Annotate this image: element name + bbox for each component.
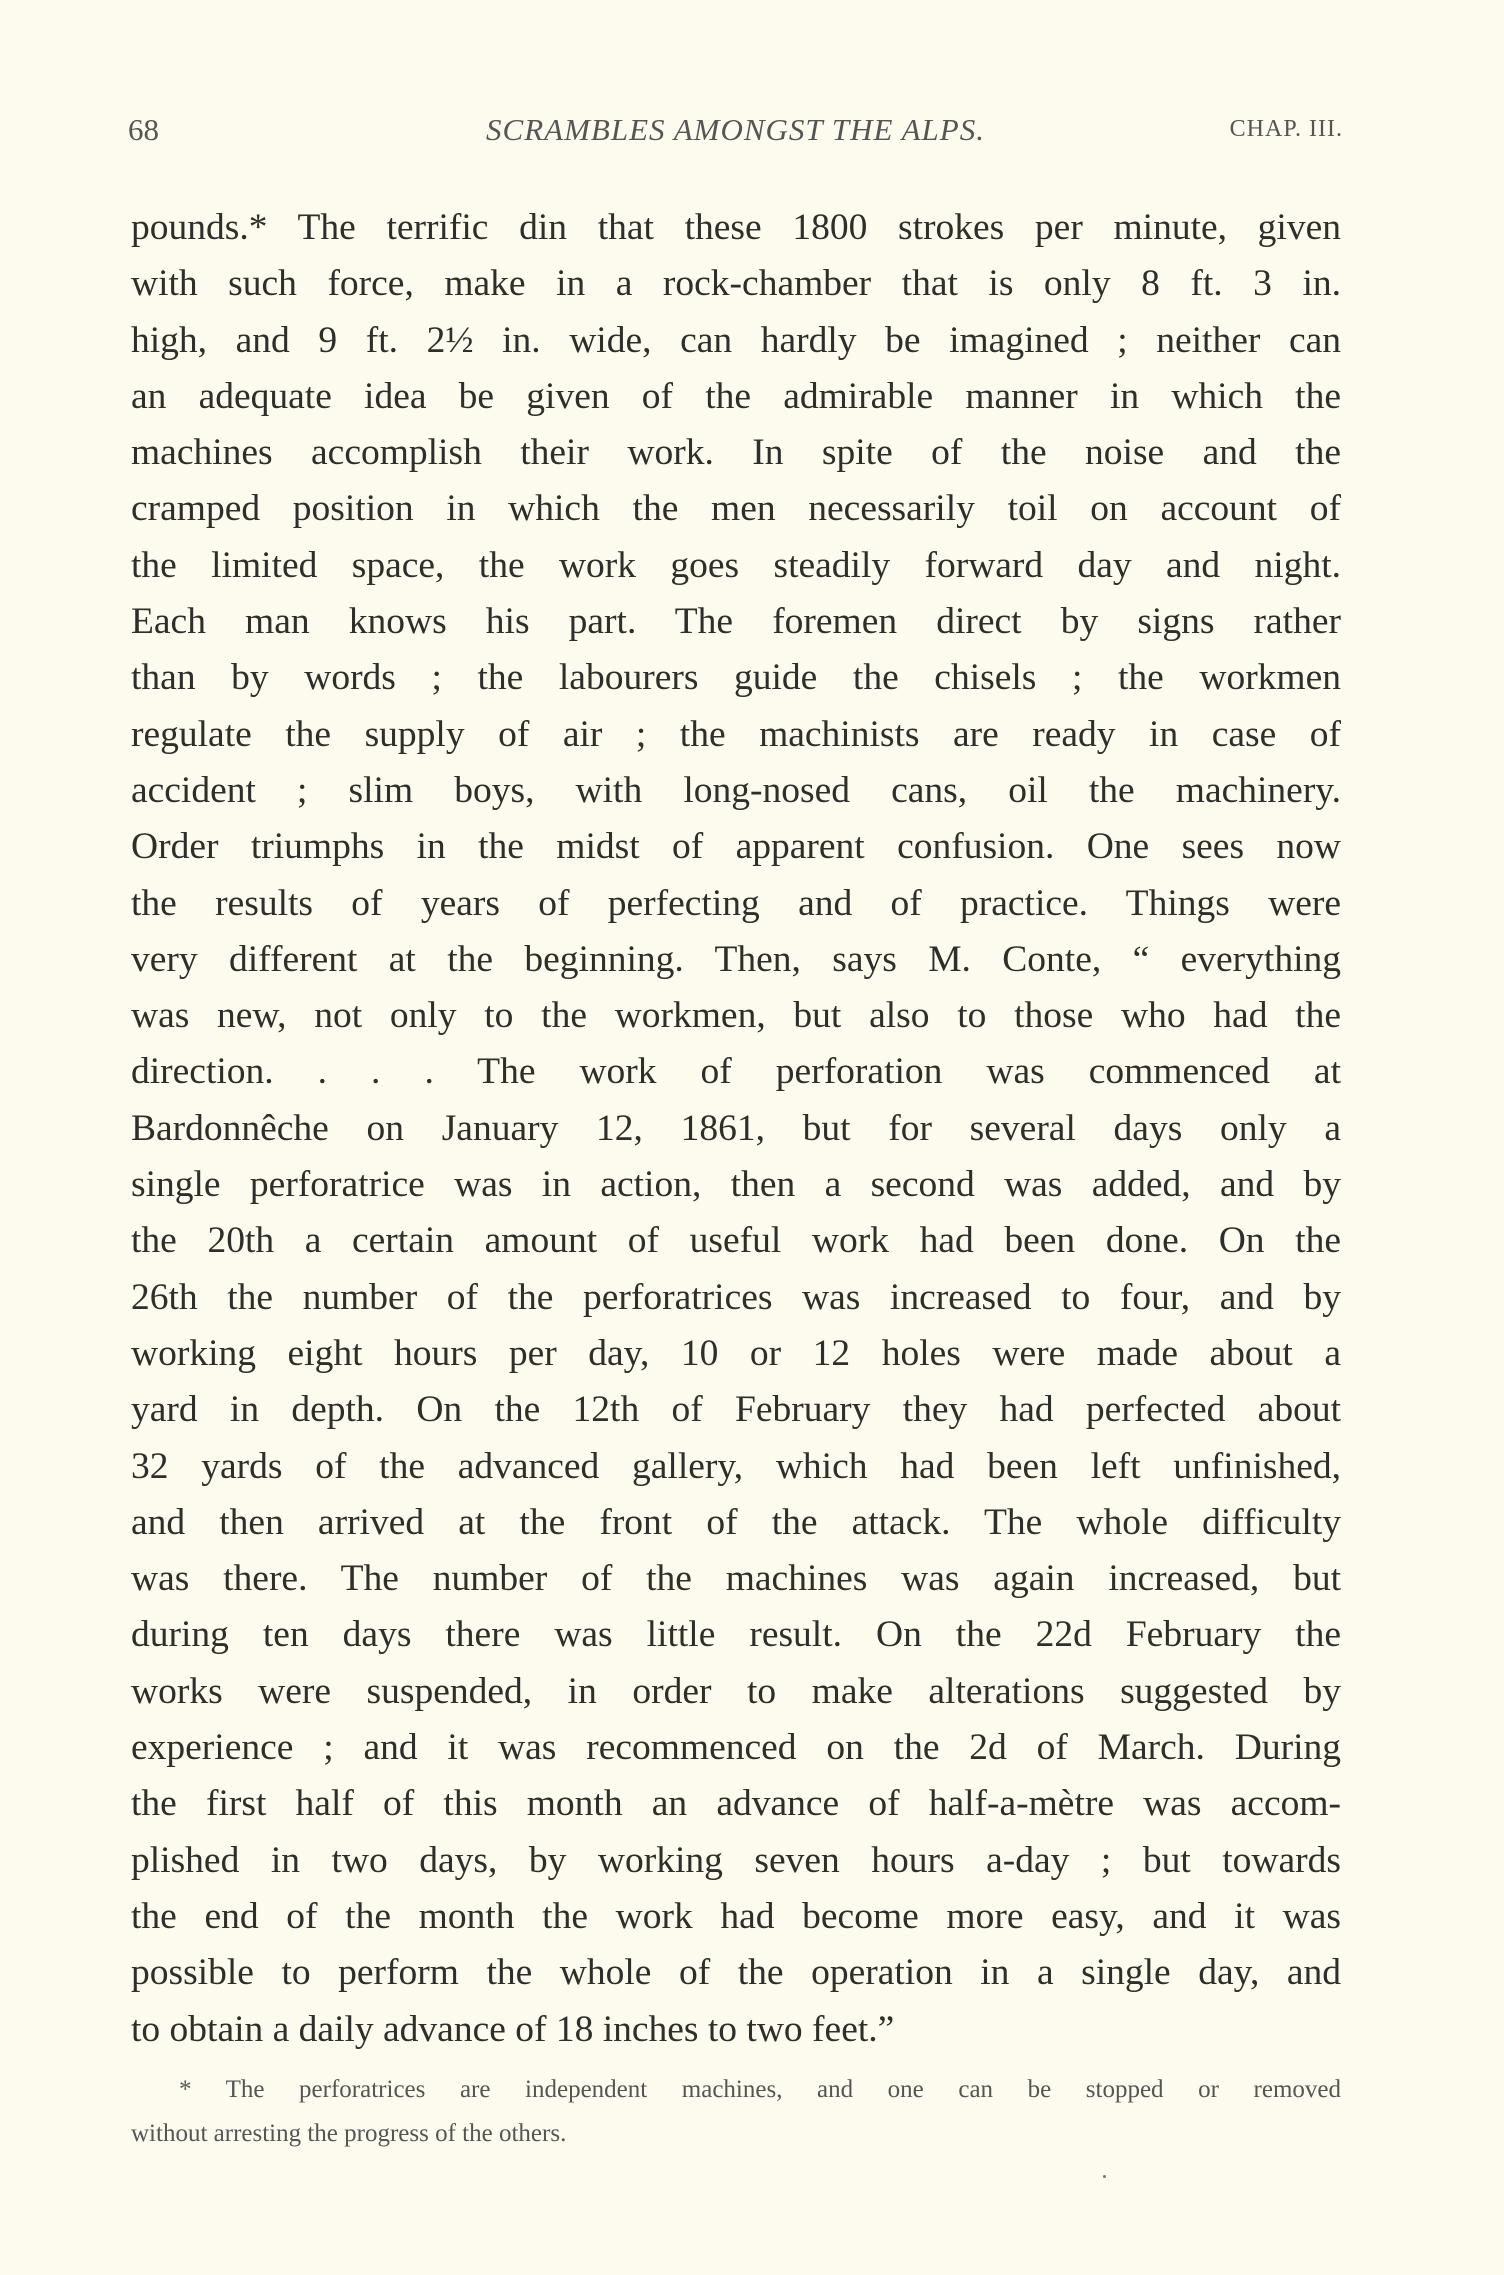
text-line: an adequate idea be given of the admirable manner in which the (131, 375, 1341, 417)
text-line: Order triumphs in the midst of apparent confusion. One sees now (131, 826, 1341, 868)
text-line: with such force, make in a rock-chamber that is only 8 ft. 3 in. (131, 263, 1341, 305)
text-line: very different at the beginning. Then, says M. Conte, “ everything (131, 938, 1341, 980)
footnote-line: * The perforatrices are independent machines, and one can be stopped or removed (179, 2076, 1341, 2103)
text-line: working eight hours per day, 10 or 12 holes were made about a (131, 1332, 1341, 1374)
text-line: cramped position in which the men necessarily toil on account of (131, 488, 1341, 530)
text-line: and then arrived at the front of the attack. The whole difficulty (131, 1501, 1341, 1543)
text-line: single perforatrice was in action, then a second was added, and by (131, 1164, 1341, 1206)
text-line: Each man knows his part. The foremen direct by signs rather (131, 601, 1341, 643)
text-line: the limited space, the work goes steadily forward day and night. (131, 544, 1341, 586)
scan-speck (1103, 2175, 1106, 2178)
text-line: experience ; and it was recommenced on the 2d of March. During (131, 1727, 1341, 1769)
text-line: the 20th a certain amount of useful work had been done. On the (131, 1220, 1341, 1262)
text-line: 26th the number of the perforatrices was increased to four, and by (131, 1276, 1341, 1318)
text-line: direction. . . . The work of perforation was commenced at (131, 1051, 1341, 1093)
footnote (131, 2068, 1341, 2156)
text-line: possible to perform the whole of the operation in a single day, and (131, 1952, 1341, 1994)
text-line: was new, not only to the workmen, but also to those who had the (131, 995, 1341, 1037)
text-line: pounds.* The terrific din that these 1800 strokes per minute, given (131, 207, 1341, 248)
text-line: 32 yards of the advanced gallery, which had been left unfinished, (131, 1445, 1341, 1487)
text-line: accident ; slim boys, with long-nosed cans, oil the machinery. (131, 769, 1341, 811)
chapter-label: CHAP. III. (1229, 116, 1343, 142)
text-line: was there. The number of the machines was again increased, but (131, 1558, 1341, 1600)
text-line: plished in two days, by working seven hours a-day ; but towards (131, 1839, 1341, 1881)
text-line: the first half of this month an advance of half-a-mètre was accom- (131, 1783, 1341, 1825)
running-header (128, 112, 1343, 156)
text-line: high, and 9 ft. 2½ in. wide, can hardly be imagined ; neither can (131, 319, 1341, 361)
text-line: than by words ; the labourers guide the chisels ; the workmen (131, 657, 1341, 699)
footnote-line: without arresting the progress of the others. (131, 2120, 567, 2147)
text-line: regulate the supply of air ; the machinists are ready in case of (131, 713, 1341, 755)
text-line: during ten days there was little result. On the 22d February the (131, 1614, 1341, 1656)
text-line: to obtain a daily advance of 18 inches to two feet.” (131, 2008, 895, 2050)
text-line: the end of the month the work had become more easy, and it was (131, 1895, 1341, 1937)
text-line: yard in depth. On the 12th of February they had perfected about (131, 1389, 1341, 1431)
text-line: machines accomplish their work. In spite of the noise and the (131, 432, 1341, 474)
body-text (131, 200, 1341, 2058)
text-line: works were suspended, in order to make alterations suggested by (131, 1670, 1341, 1712)
text-line: Bardonnêche on January 12, 1861, but for several days only a (131, 1107, 1341, 1149)
text-line: the results of years of perfecting and of practice. Things were (131, 882, 1341, 924)
running-title: SCRAMBLES AMONGST THE ALPS. (486, 112, 985, 147)
page-number: 68 (128, 112, 159, 147)
